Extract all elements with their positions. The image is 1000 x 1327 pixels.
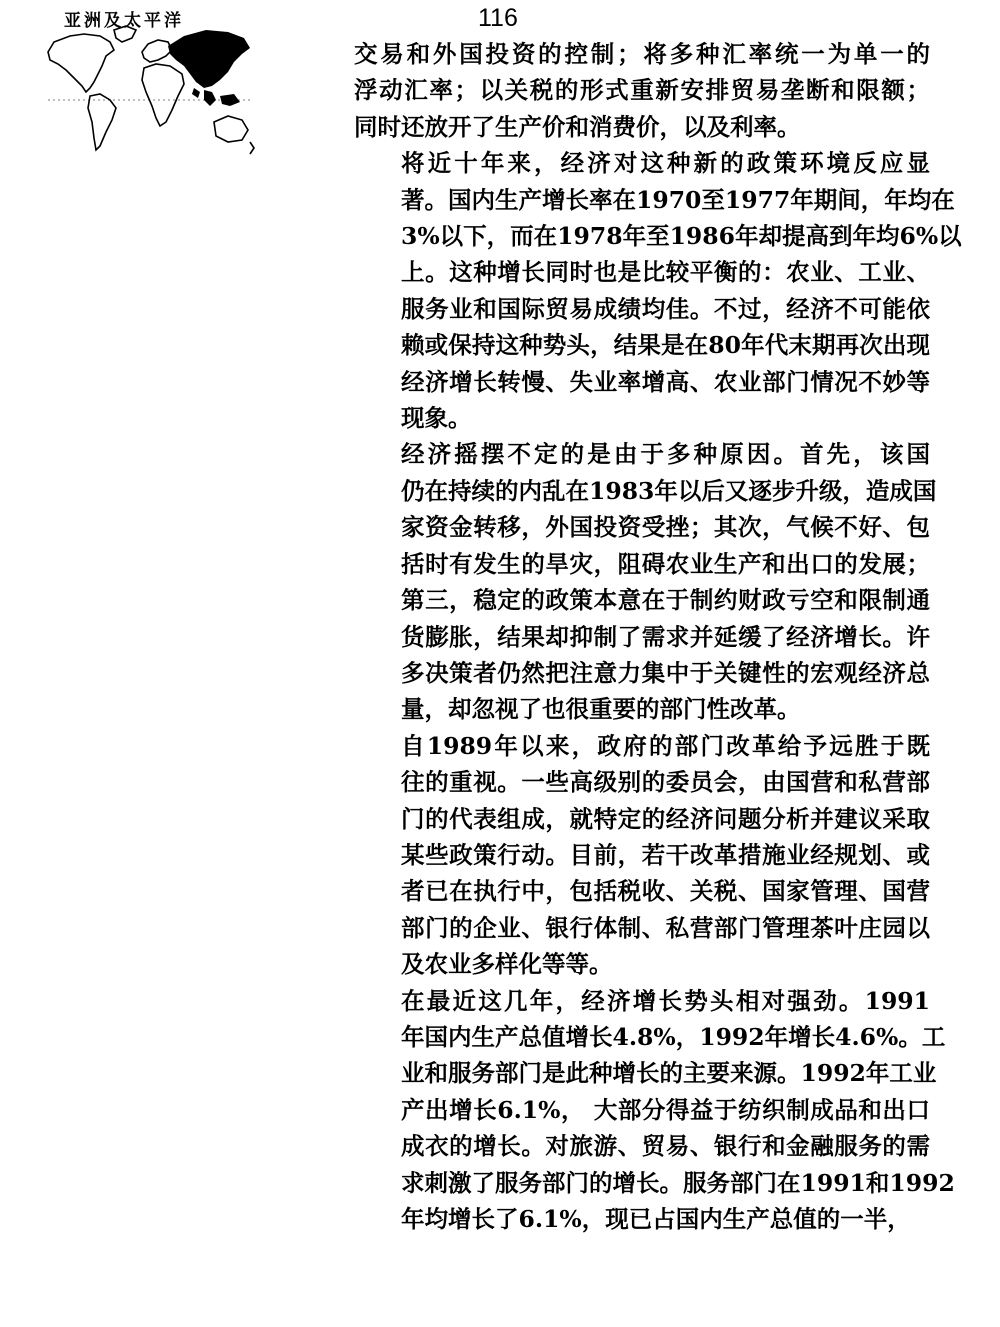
- text-line: 浮动汇率；以关税的形式重新安排贸易垄断和限额；: [354, 76, 930, 105]
- paragraph-2: [354, 145, 962, 436]
- text-line: 经济增长转慢、失业率增高、农业部门情况不妙等: [401, 367, 930, 396]
- text-line: 产出增长6.1%， 大部分得益于纺织制成品和出口: [401, 1095, 930, 1124]
- text-line: 著。国内生产增长率在1970至1977年期间，年均在: [401, 185, 955, 214]
- text-line: 往的重视。一些高级别的委员会，由国营和私营部: [401, 768, 930, 797]
- text-line: 服务业和国际贸易成绩均佳。不过，经济不可能依: [401, 294, 930, 323]
- text-line: 赖或保持这种势头，结果是在80年代末期再次出现: [401, 331, 930, 360]
- text-line: 在最近这几年，经济增长势头相对强劲。1991: [401, 986, 930, 1015]
- text-line: 门的代表组成，就特定的经济问题分析并建议采取: [401, 804, 930, 833]
- paragraph-4: [354, 728, 930, 983]
- text-line: 成衣的增长。对旅游、贸易、银行和金融服务的需: [401, 1132, 930, 1161]
- world-map-icon: [44, 22, 256, 157]
- text-line: 年国内生产总值增长4.8%，1992年增长4.6%。工: [401, 1022, 946, 1051]
- text-line: 将近十年来，经济对这种新的政策环境反应显: [401, 149, 930, 178]
- text-line: 年均增长了6.1%，现已占国内生产总值的一半，: [401, 1205, 911, 1233]
- region-label: 亚洲及太平洋: [64, 11, 184, 31]
- text-line: 第三，稳定的政策本意在于制约财政亏空和限制通: [401, 586, 930, 615]
- text-line: 部门的企业、银行体制、私营部门管理茶叶庄园以: [401, 913, 930, 942]
- text-line: 家资金转移，外国投资受挫；其次，气候不好、包: [401, 513, 930, 542]
- paragraph-3: [354, 436, 937, 727]
- text-line: 者已在执行中，包括税收、关税、国家管理、国营: [401, 877, 930, 906]
- text-line: 现象。: [401, 404, 472, 433]
- text-line: 括时有发生的旱灾，阻碍农业生产和出口的发展；: [401, 549, 930, 578]
- paragraph-5: [354, 983, 955, 1238]
- text-line: 自1989年以来，政府的部门改革给予远胜于既: [401, 731, 930, 760]
- text-line: 某些政策行动。目前，若干改革措施业经规划、或: [401, 840, 930, 869]
- text-line: 上。这种增长同时也是比较平衡的：农业、工业、: [401, 258, 930, 287]
- text-line: 货膨胀，结果却抑制了需求并延缓了经济增长。许: [401, 622, 930, 651]
- paragraph-1: [354, 36, 930, 145]
- text-line: 业和服务部门是此种增长的主要来源。1992年工业: [401, 1059, 937, 1088]
- text-line: 交易和外国投资的控制；将多种汇率统一为单一的: [354, 40, 930, 68]
- text-line: 及农业多样化等等。: [401, 950, 613, 979]
- text-line: 经济摇摆不定的是由于多种原因。首先，该国: [401, 440, 930, 469]
- text-line: 量，却忽视了也很重要的部门性改革。: [401, 695, 801, 724]
- text-line: 求刺激了服务部门的增长。服务部门在1991和1992: [401, 1168, 955, 1197]
- text-line: 仍在持续的内乱在1983年以后又逐步升级，造成国: [401, 476, 937, 505]
- text-line: 3%以下，而在1978年至1986年却提高到年均6%以: [401, 222, 962, 251]
- body-text: [354, 36, 962, 1237]
- text-line: 同时还放开了生产价和消费价，以及利率。: [354, 112, 801, 141]
- page-number: 116: [478, 4, 518, 32]
- text-line: 多决策者仍然把注意力集中于关键性的宏观经济总: [401, 658, 930, 687]
